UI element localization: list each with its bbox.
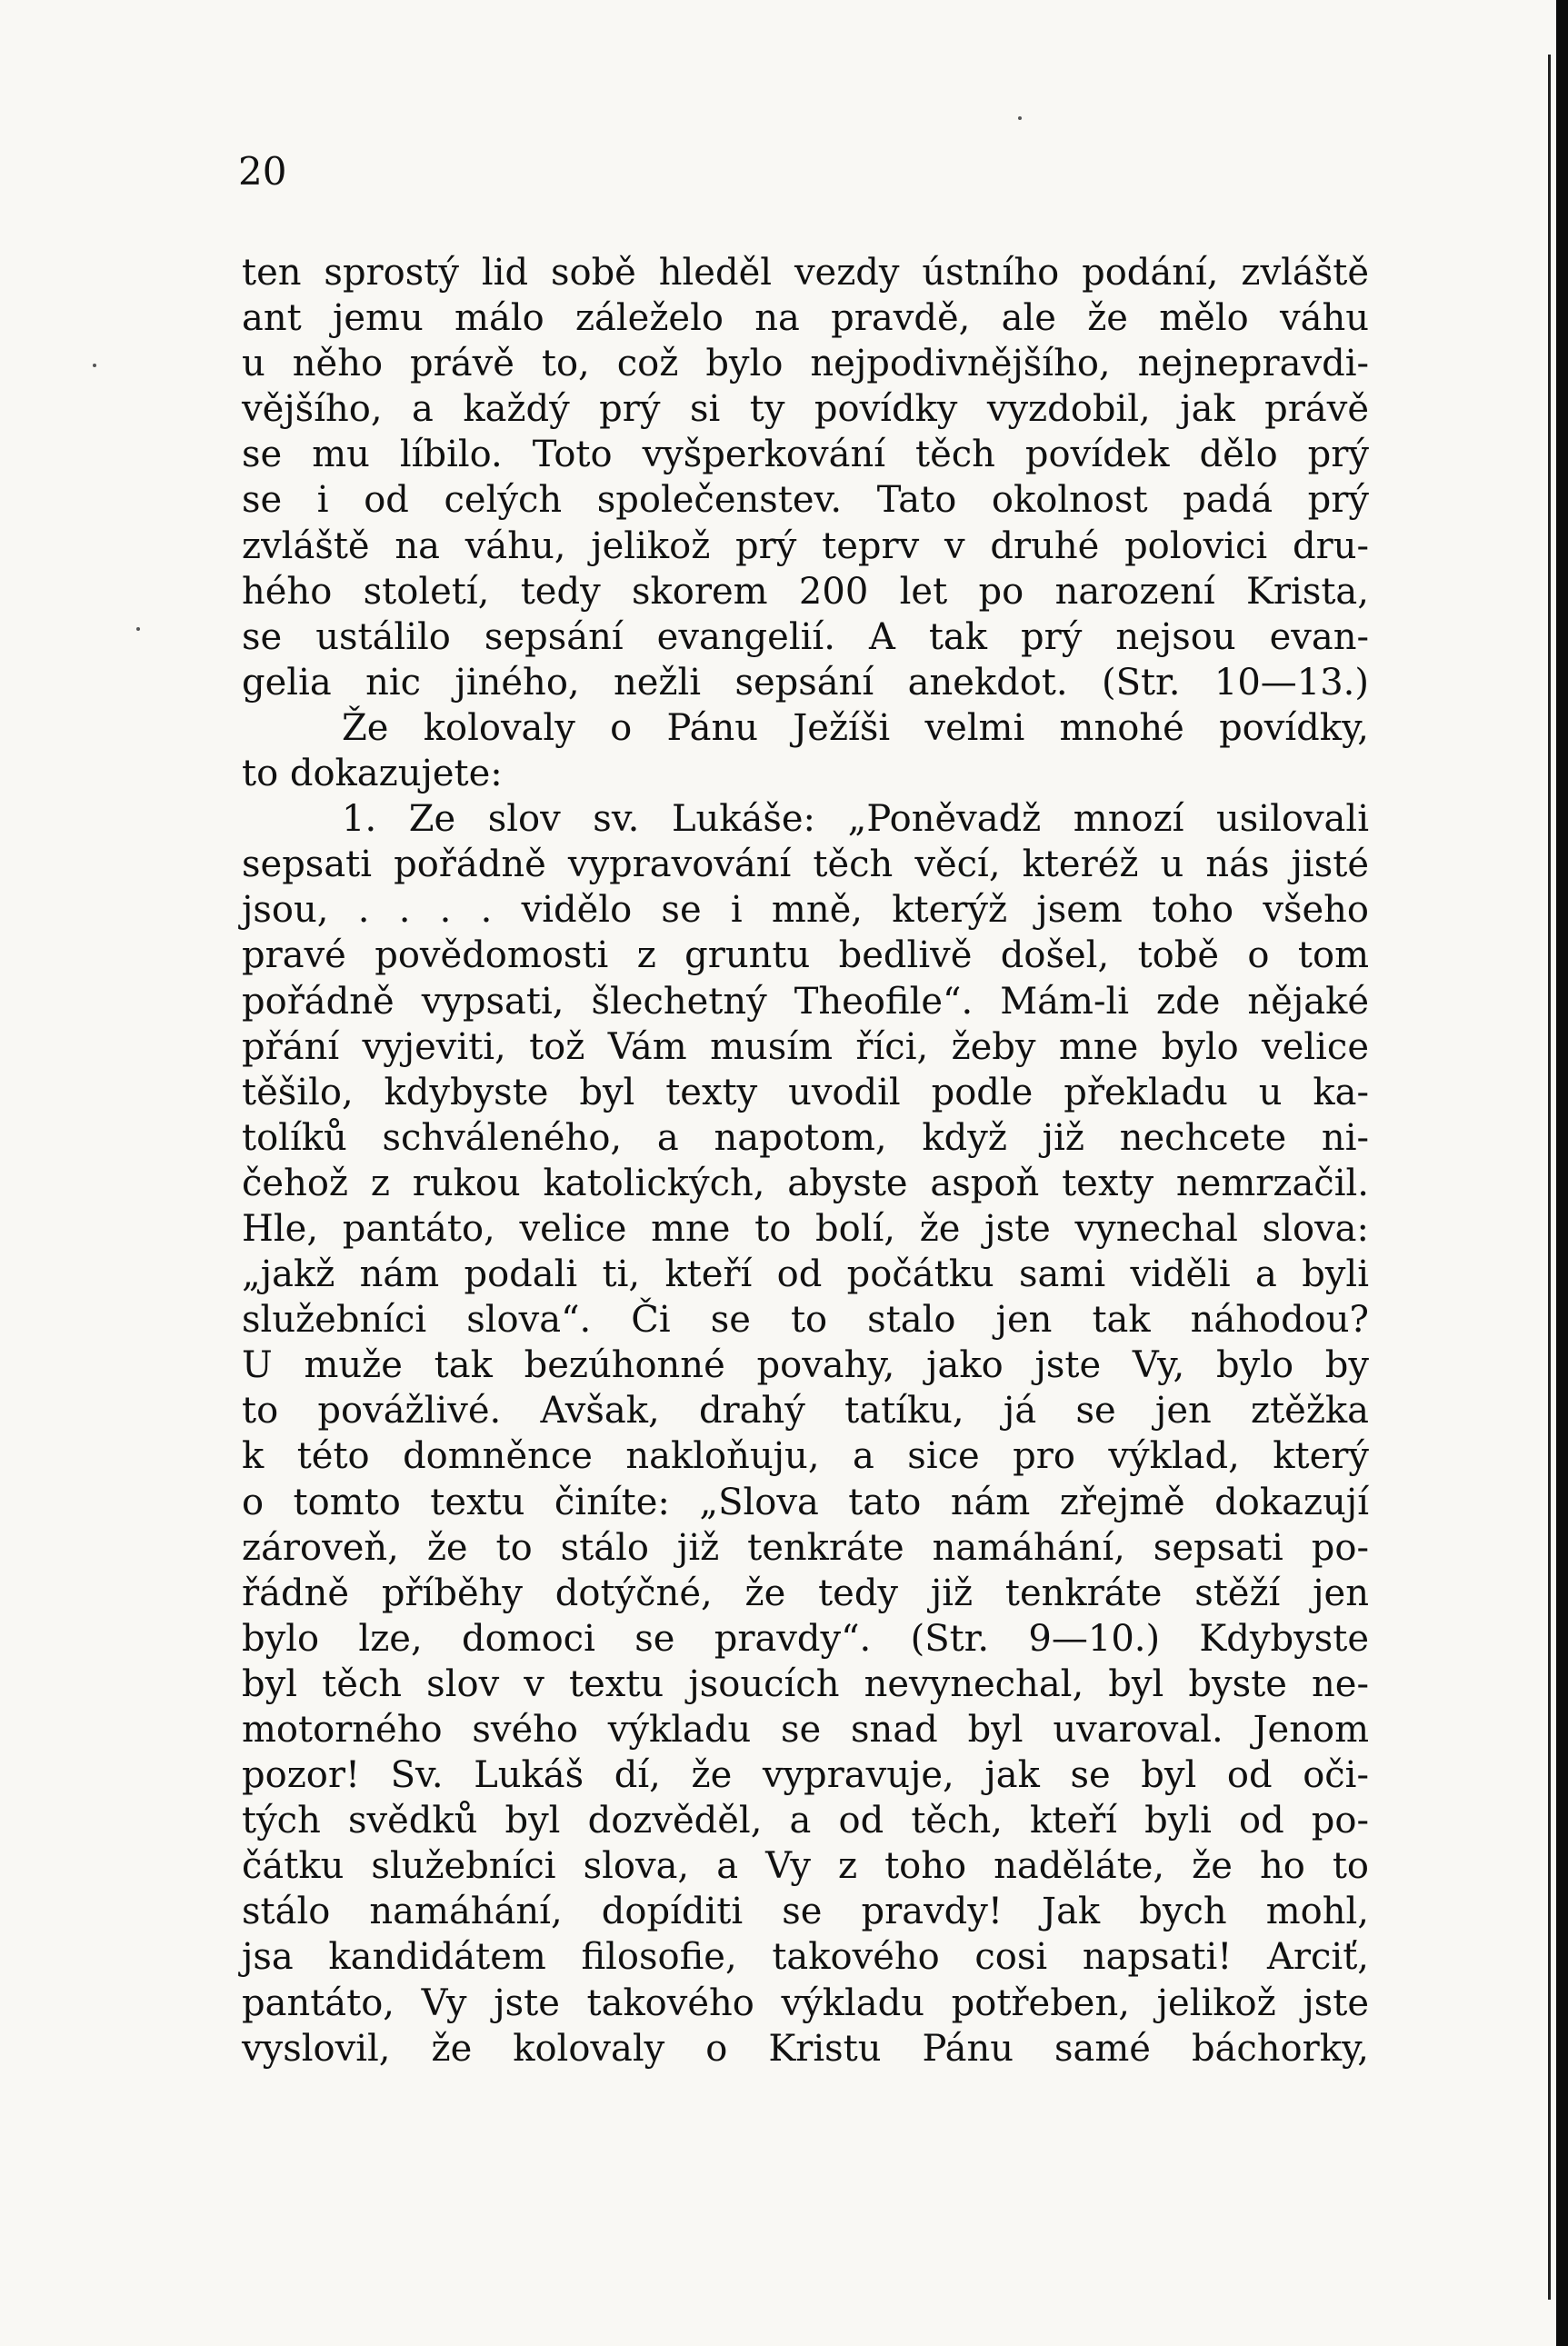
text-line: 1. Ze slov sv. Lukáše: „Poněvadž mnozí usilovali [342,798,1369,841]
text-line: se i od celých společenstev. Tato okolnost padá prý [242,479,1369,522]
text-line: sepsati pořádně vypravování těch věcí, kteréž u nás jisté [242,844,1369,886]
text-line: pravé povědomosti z gruntu bedlivě došel, tobě o tom [242,934,1369,977]
text-line: čehož z rukou katolických, abyste aspoň texty nemrzačil. [242,1162,1369,1204]
text-line: o tomto textu činíte: „Slova tato nám zřejmě dokazují [242,1481,1369,1523]
text-line: to dokazujete: [242,753,503,795]
text-line: ten sprostý lid sobě hleděl vezdy ústního podání, zvláště [242,252,1369,294]
text-line: pořádně vypsati, šlechetný Theofile“. Mám-li zde nějaké [242,980,1369,1023]
page-number: 20 [238,149,287,194]
page-edge-line [1548,55,1551,2300]
text-line: Že kolovaly o Pánu Ježíši velmi mnohé povídky, [342,706,1369,749]
text-line: pozor! Sv. Lukáš dí, že vypravuje, jak se byl od oči- [242,1754,1369,1797]
text-line: U muže tak bezúhonné povahy, jako jste Vy, bylo by [242,1344,1369,1387]
text-line: jsou, . . . . vidělo se i mně, kterýž jsem toho všeho [242,889,1369,932]
text-line: motorného svého výkladu se snad byl uvaroval. Jenom [242,1709,1369,1751]
text-line: těšilo, kdybyste byl texty uvodil podle překladu u ka- [242,1071,1369,1113]
text-line: Hle, pantáto, velice mne to bolí, že jste vynechal slova: [242,1207,1369,1250]
text-line: se mu líbilo. Toto vyšperkování těch povídek dělo prý [242,434,1369,476]
text-line: byl těch slov v textu jsoucích nevynechal, byl byste ne- [242,1662,1369,1705]
text-line: k této domněnce nakloňuju, a sice pro výklad, který [242,1435,1369,1478]
text-line: jsa kandidátem filosofie, takového cosi napsati! Arciť, [242,1936,1369,1979]
print-speck [1018,116,1022,120]
text-line: vějšího, a každý prý si ty povídky vyzdobil, jak právě [242,388,1369,431]
text-line: řádně příběhy dotýčné, že tedy již tenkráte stěží jen [242,1572,1369,1614]
text-line: tých svědků byl dozvěděl, a od těch, kteří byli od po- [242,1800,1369,1842]
text-line: služebníci slova“. Či se to stalo jen tak náhodou? [242,1299,1369,1342]
text-line: vyslovil, že kolovaly o Kristu Pánu samé báchorky, [242,2027,1369,2070]
text-line: zároveň, že to stálo již tenkráte namáhání, sepsati po- [242,1526,1369,1569]
text-line: bylo lze, domoci se pravdy“. (Str. 9—10.) Kdybyste [242,1617,1369,1660]
text-line: se ustálilo sepsání evangelií. A tak prý nejsou evan- [242,615,1369,658]
print-speck [136,627,140,631]
text-line: zvláště na váhu, jelikož prý teprv v druhé polovici dru- [242,524,1369,567]
print-speck [93,364,96,367]
text-line: tolíků schváleného, a napotom, když již nechcete ni- [242,1116,1369,1159]
text-line: stálo namáhání, dopíditi se pravdy! Jak bych mohl, [242,1891,1369,1933]
text-line: „jakž nám podali ti, kteří od počátku sami viděli a byli [242,1253,1369,1296]
text-line: hého století, tedy skorem 200 let po narození Krista, [242,570,1369,613]
text-line: čátku služebníci slova, a Vy z toho naděláte, že ho to [242,1845,1369,1888]
text-line: to povážlivé. Avšak, drahý tatíku, já se jen ztěžka [242,1390,1369,1433]
text-line: gelia nic jiného, nežli sepsání anekdot. (Str. 10—13.) [242,661,1369,704]
body-text [242,250,1369,2071]
text-line: pantáto, Vy jste takového výkladu potřeben, jelikož jste [242,1982,1369,2024]
text-line: přání vyjeviti, tož Vám musím říci, žeby mne bylo velice [242,1025,1369,1068]
text-line: u něho právě to, což bylo nejpodivnějšího, nejnepravdi- [242,343,1369,385]
text-line: ant jemu málo záleželo na pravdě, ale že mělo váhu [242,297,1369,340]
